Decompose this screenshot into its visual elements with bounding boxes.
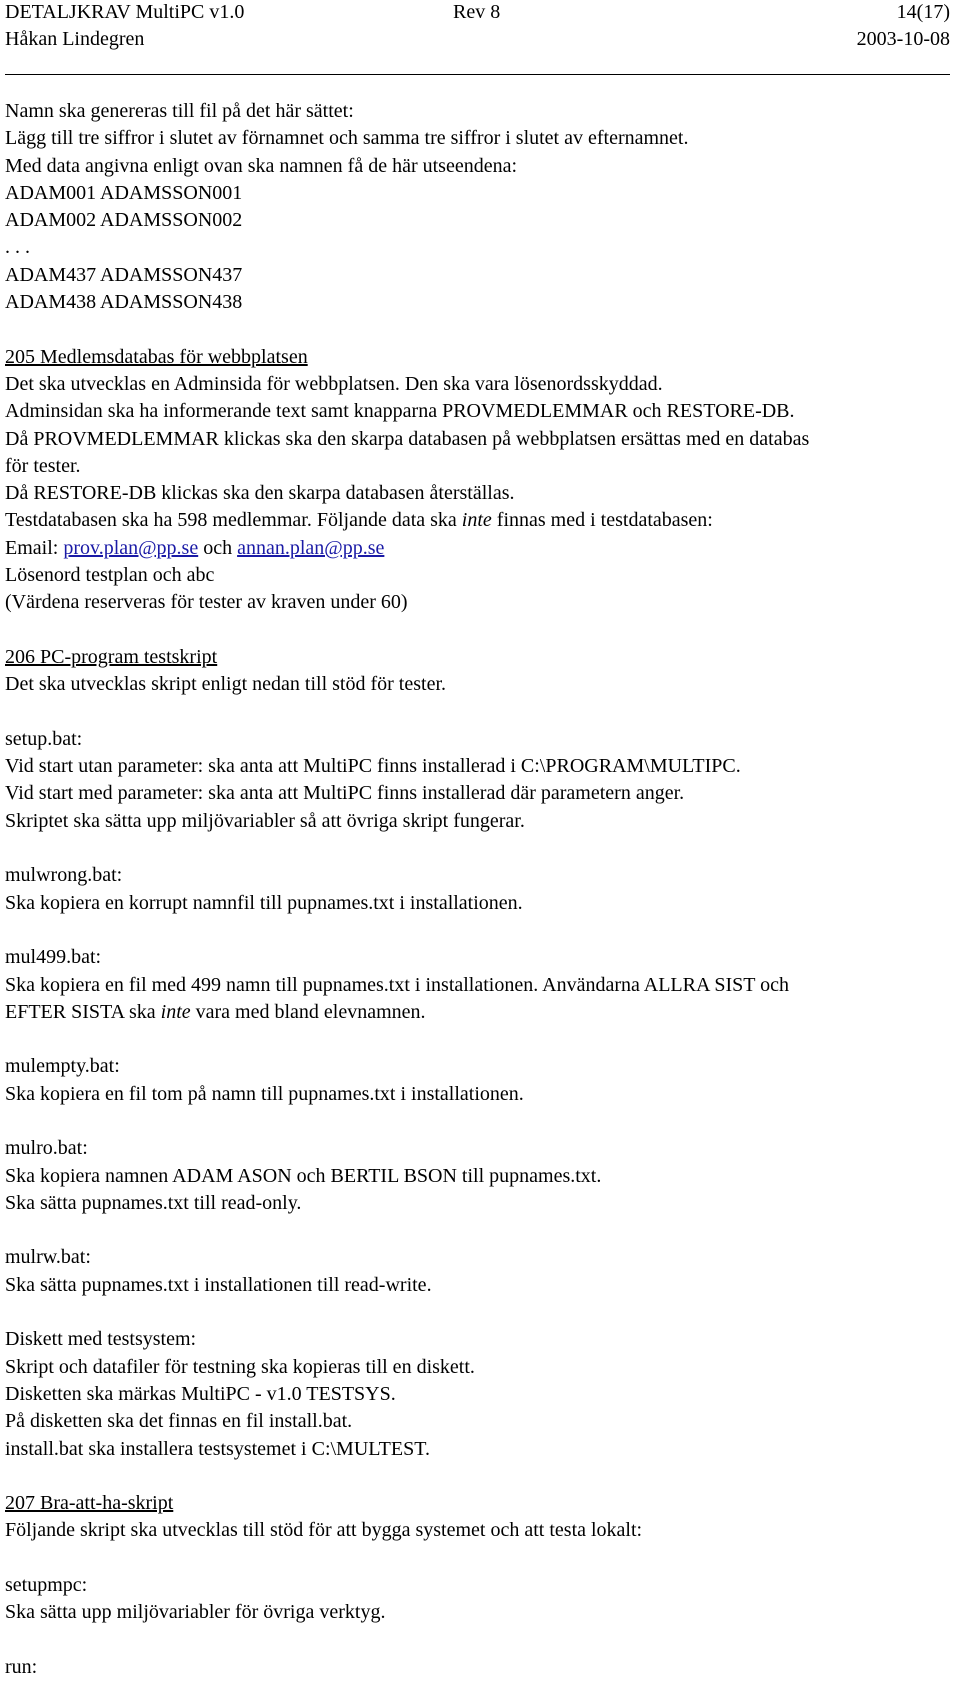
example-line: ADAM437 ADAMSSON437 (5, 263, 243, 286)
paragraph-line: Lösenord testplan och abc (5, 564, 215, 587)
paragraph-line: Det ska utvecklas skript enligt nedan till stöd för tester. (5, 673, 447, 696)
paragraph-line: Ska sätta upp miljövariabler för övriga verktyg. (5, 1601, 386, 1624)
section-heading-205: 205 Medlemsdatabas för webbplatsen (5, 345, 308, 368)
email-label: Email: (5, 536, 64, 559)
script-title: Diskett med testsystem: (5, 1328, 197, 1351)
email-line (5, 535, 950, 562)
paragraph-line: Skript och datafiler för testning ska kopieras till en diskett. (5, 1355, 475, 1378)
paragraph-line: install.bat ska installera testsystemet i C:\MULTEST. (5, 1437, 430, 1460)
text-run: finnas med i testdatabasen: (491, 509, 713, 532)
paragraph-line (5, 507, 950, 534)
paragraph-line: Ska kopiera namnen ADAM ASON och BERTIL BSON till pupnames.txt. (5, 1164, 602, 1187)
paragraph-line: Vid start utan parameter: ska anta att MultiPC finns installerad i C:\PROGRAM\MULTIPC. (5, 755, 741, 778)
paragraph-line: Skriptet ska sätta upp miljövariabler så att övriga skript fungerar. (5, 809, 525, 832)
paragraph-line: (Värdena reserveras för tester av kraven under 60) (5, 591, 408, 614)
paragraph-line: Namn ska genereras till fil på det här sättet: (5, 100, 354, 122)
script-title: setupmpc: (5, 1574, 88, 1597)
page-number: 14(17) (896, 1, 950, 23)
header-divider (5, 74, 950, 75)
paragraph-line: På disketten ska det finnas en fil install.bat. (5, 1410, 353, 1433)
doc-title: DETALJKRAV MultiPC v1.0 (5, 1, 245, 23)
text-run: Testdatabasen ska ha 598 medlemmar. Följande data ska (5, 509, 462, 532)
emphasis: inte (461, 509, 492, 532)
script-title: mulwrong.bat: (5, 864, 123, 887)
paragraph-line: Det ska utvecklas en Adminsida för webbplatsen. Den ska vara lösenordsskyddad. (5, 372, 663, 395)
paragraph-line: Ska sätta pupnames.txt till read-only. (5, 1191, 302, 1214)
paragraph-line: Lägg till tre siffror i slutet av förnamnet och samma tre siffror i slutet av efternamnet. (5, 127, 689, 150)
revision: Rev 8 (453, 1, 501, 23)
script-title: mul499.bat: (5, 946, 102, 969)
script-title: mulro.bat: (5, 1137, 88, 1160)
script-title: mulrw.bat: (5, 1246, 91, 1269)
text-run: vara med bland elevnamnen. (190, 1000, 426, 1023)
section-heading-206: 206 PC-program testskript (5, 645, 218, 668)
script-title: run: (5, 1655, 38, 1678)
paragraph-line: Adminsidan ska ha informerande text samt knapparna PROVMEDLEMMAR och RESTORE-DB. (5, 400, 795, 423)
author: Håkan Lindegren (5, 28, 145, 50)
script-title: mulempty.bat: (5, 1055, 120, 1078)
paragraph-line (5, 999, 950, 1026)
paragraph-line: Då RESTORE-DB klickas ska den skarpa databasen återställas. (5, 482, 515, 505)
section-heading-207: 207 Bra-att-ha-skript (5, 1492, 174, 1515)
paragraph-line: Ska sätta pupnames.txt i installationen till read-write. (5, 1273, 432, 1296)
paragraph-line: Disketten ska märkas MultiPC - v1.0 TESTSYS. (5, 1382, 396, 1405)
email-link-1[interactable]: prov.plan@pp.se (63, 536, 199, 559)
document-body (5, 98, 950, 1681)
example-line: ADAM002 ADAMSSON002 (5, 209, 243, 232)
header-row-2 (5, 27, 950, 54)
paragraph-line: för tester. (5, 454, 81, 477)
date: 2003-10-08 (856, 28, 950, 50)
text-run: EFTER SISTA ska (5, 1000, 161, 1023)
emphasis: inte (160, 1000, 191, 1023)
ellipsis: . . . (5, 236, 30, 259)
paragraph-line: Då PROVMEDLEMMAR klickas ska den skarpa databasen på webbplatsen ersättas med en databas (5, 427, 810, 450)
text-run: och (198, 536, 238, 559)
paragraph-line: Vid start med parameter: ska anta att MultiPC finns installerad där parametern anger. (5, 782, 685, 805)
paragraph-line: Med data angivna enligt ovan ska namnen få de här utseendena: (5, 154, 518, 177)
example-line: ADAM001 ADAMSSON001 (5, 181, 243, 204)
example-line: ADAM438 ADAMSSON438 (5, 291, 243, 314)
header-row-1 (5, 0, 950, 27)
paragraph-line: Ska kopiera en fil med 499 namn till pupnames.txt i installationen. Användarna ALLRA SIST och (5, 973, 789, 996)
document-page (5, 0, 950, 1678)
email-link-2[interactable]: annan.plan@pp.se (237, 536, 385, 559)
paragraph-line: Följande skript ska utvecklas till stöd för att bygga systemet och att testa lokalt: (5, 1519, 643, 1542)
script-title: setup.bat: (5, 727, 83, 750)
paragraph-line: Ska kopiera en fil tom på namn till pupnames.txt i installationen. (5, 1082, 524, 1105)
paragraph-line: Ska kopiera en korrupt namnfil till pupnames.txt i installationen. (5, 891, 523, 914)
